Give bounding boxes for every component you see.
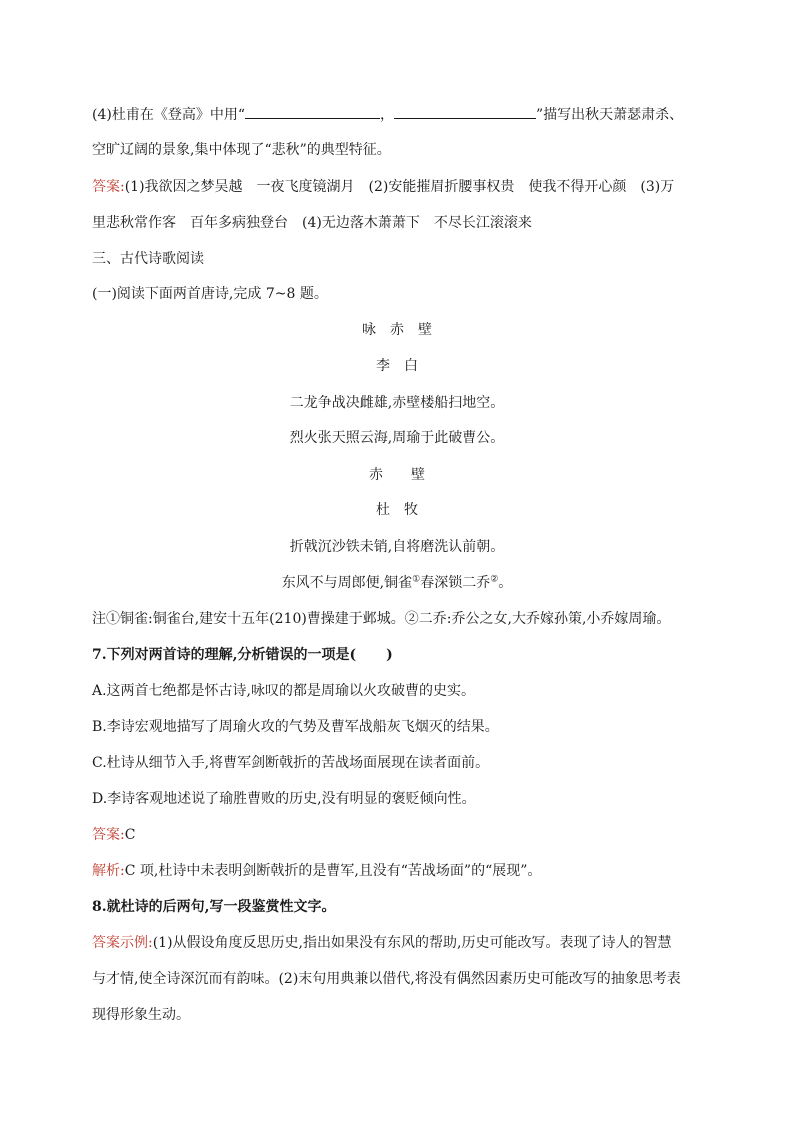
q7-answer-value: C <box>124 827 136 843</box>
q4-line1 <box>92 104 714 125</box>
fill-blank-1[interactable] <box>245 104 380 119</box>
poem2-line2-part3: 。 <box>498 575 513 591</box>
q8-answer-label: 答案示例: <box>92 935 153 951</box>
poem1-line1: 二龙争战决雌雄,赤壁楼船扫地空。 <box>289 395 505 411</box>
answer-fill-line1 <box>92 177 714 197</box>
q7-analysis-label: 解析: <box>92 863 125 879</box>
q7-answer-label: 答案: <box>92 827 125 843</box>
section-intro: (一)阅读下面两首唐诗,完成 7~8 题。 <box>92 286 328 302</box>
answer-fill-line2: 里悲秋常作客 百年多病独登台 (4)无边落木萧萧下 不尽长江滚滚来 <box>92 215 532 231</box>
answer-label: 答案: <box>92 179 125 195</box>
footnote: 注①铜雀:铜雀台,建安十五年(210)曹操建于邺城。②二乔:乔公之女,大乔嫁孙策,小乔嫁周瑜。 <box>92 611 671 627</box>
poem2-title: 赤 壁 <box>369 467 425 483</box>
q7-option-d: D.李诗客观地述说了瑜胜曹败的历史,没有明显的褒贬倾向性。 <box>92 791 476 807</box>
footnote-ref-1: ① <box>412 574 421 585</box>
q4-comma: ， <box>380 107 394 123</box>
q7-option-a: A.这两首七绝都是怀古诗,咏叹的都是周瑜以火攻破曹的史实。 <box>92 683 476 699</box>
q4-suffix: ”描写出秋天萧瑟肃杀、 <box>536 107 684 123</box>
q7-stem <box>92 645 714 665</box>
poem1-line2: 烈火张天照云海,周瑜于此破曹公。 <box>289 430 505 446</box>
q7-option-c: C.杜诗从细节入手,将曹军剑断戟折的苦战场面展现在读者面前。 <box>92 755 490 771</box>
poem2-line2-part2: 春深锁二乔 <box>420 575 491 591</box>
poem1-author: 李 白 <box>376 358 418 374</box>
q8-answer-line1 <box>92 933 714 953</box>
q7-stem-end: ) <box>386 647 393 663</box>
q8-stem: 8.就杜诗的后两句,写一段鉴赏性文字。 <box>92 899 336 915</box>
section-heading: 三、古代诗歌阅读 <box>92 251 204 267</box>
q7-analysis-text: C 项,杜诗中未表明剑断戟折的是曹军,且没有“苦战场面”的“展现”。 <box>124 863 542 879</box>
q7-analysis <box>92 861 714 881</box>
poem2-line2 <box>0 573 794 593</box>
q4-prefix: (4)杜甫在《登高》中用“ <box>92 107 245 123</box>
poem2-author: 杜 牧 <box>376 502 418 518</box>
q8-answer-line2: 与才情,使全诗深沉而有韵味。(2)末句用典兼以借代,将没有偶然因素历史可能改写的抽象思考表 <box>92 971 681 987</box>
q7-answer <box>92 825 714 845</box>
poem2-line2-part1: 东风不与周郎便,铜雀 <box>281 575 413 591</box>
fill-blank-2[interactable] <box>394 104 536 119</box>
q4-line2: 空旷辽阔的景象,集中体现了“悲秋”的典型特征。 <box>92 142 391 158</box>
poem1-title: 咏 赤 壁 <box>362 322 432 338</box>
answer-fill-text1: (1)我欲因之梦吴越 一夜飞度镜湖月 (2)安能摧眉折腰事权贵 使我不得开心颜 (3)万 <box>124 179 675 195</box>
footnote-ref-2: ② <box>490 574 499 585</box>
q8-answer-line3: 现得形象生动。 <box>92 1007 190 1023</box>
q7-option-b: B.李诗宏观地描写了周瑜火攻的气势及曹军战船灰飞烟灭的结果。 <box>92 719 499 735</box>
q7-stem-text: 7.下列对两首诗的理解,分析错误的一项是( <box>92 647 357 663</box>
poem2-line1: 折戟沉沙铁未销,自将磨洗认前朝。 <box>289 539 505 555</box>
q8-answer-text1: (1)从假设角度反思历史,指出如果没有东风的帮助,历史可能改写。表现了诗人的智慧 <box>152 935 672 951</box>
